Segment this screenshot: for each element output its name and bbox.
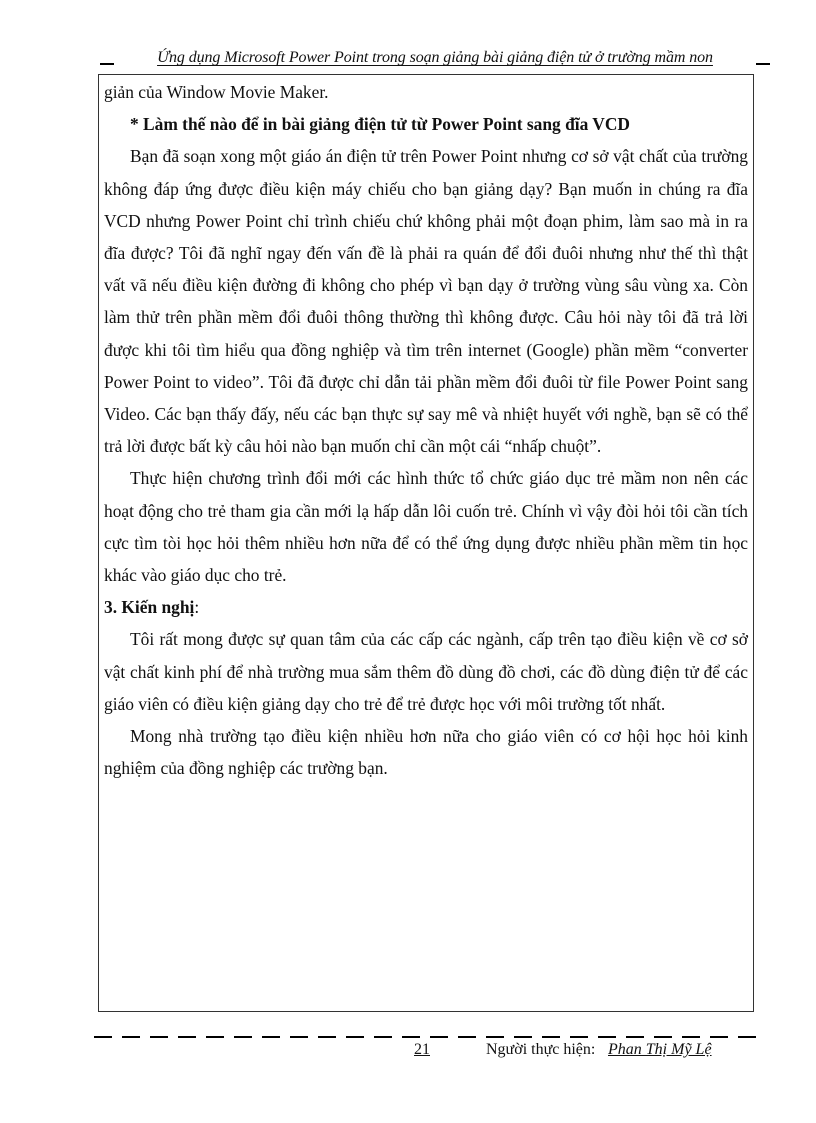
header-dash-right bbox=[756, 63, 770, 65]
heading-recommend-line bbox=[104, 591, 748, 623]
page-footer bbox=[94, 1041, 764, 1065]
paragraph-renew: Thực hiện chương trình đổi mới các hình thức tổ chức giáo dục trẻ mầm non nên các hoạt động cho trẻ tham gia cần mới lạ hấp dẫn lôi cuốn trẻ. Chính vì vậy đòi hỏi tôi cần tích cực tìm tòi học hỏi thêm nhiều hơn nữa để có thể ứng dụng được nhiều phần mềm tin học khác vào giáo dục cho trẻ. bbox=[104, 468, 748, 586]
paragraph-recommend-2: Mong nhà trường tạo điều kiện nhiều hơn nữa cho giáo viên có cơ hội học hỏi kinh nghiệm của đồng nghiệp các trường bạn. bbox=[104, 726, 748, 779]
heading-recommend: 3. Kiến nghị bbox=[104, 597, 195, 618]
header-dash-left bbox=[100, 63, 114, 65]
footer-dashed-line bbox=[94, 1036, 764, 1040]
header-title: Ứng dụng Microsoft Power Point trong soạn giảng bài giảng điện tử ở trường mầm non bbox=[157, 49, 713, 66]
paragraph-recommend-1: Tôi rất mong được sự quan tâm của các cấp các ngành, cấp trên tạo điều kiện về cơ sở vật chất kinh phí để nhà trường mua sắm thêm đồ dùng đồ chơi, các đồ dùng điện tử để các giáo viên có điều kiện giảng dạy cho trẻ để trẻ được học với môi trường tốt nhất. bbox=[104, 629, 748, 714]
text-line-top: giản của Window Movie Maker. bbox=[104, 82, 329, 102]
page-number: 21 bbox=[414, 1041, 430, 1058]
page-header bbox=[100, 49, 770, 73]
page-content bbox=[104, 76, 748, 784]
paragraph-vcd: Bạn đã soạn xong một giáo án điện tử trên Power Point nhưng cơ sở vật chất của trường không đáp ứng được điều kiện máy chiếu cho bạn giảng dạy? Bạn muốn in chúng ra đĩa VCD nhưng Power Point chỉ trình chiếu chứ không phải một đoạn phim, làm sao mà in ra đĩa được? Tôi đã nghĩ ngay đến vấn đề là phải ra quán để đổi đuôi nhưng như thế thì thật vất vã nếu điều kiện đường đi không cho phép vì bạn dạy ở trường vùng sâu vùng xa. Còn làm thử trên phần mềm đổi đuôi thông thường thì không được. Câu hỏi này tôi đã trả lời được khi tôi tìm hiểu qua đồng nghiệp và tìm trên internet (Google) phần mềm “converter Power Point to video”. Tôi đã được chỉ dẫn tải phần mềm đổi đuôi từ file Power Point sang Video. Các bạn thấy đấy, nếu các bạn thực sự say mê và nhiệt huyết với nghề, bạn sẽ có thể trả lời được bất kỳ câu hỏi nào bạn muốn chỉ cần một cái “nhấp chuột”. bbox=[104, 146, 748, 457]
heading-vcd: * Làm thế nào để in bài giảng điện tử từ Power Point sang đĩa VCD bbox=[130, 114, 630, 135]
author-name: Phan Thị Mỹ Lệ bbox=[608, 1041, 712, 1058]
author-label: Người thực hiện: bbox=[486, 1041, 596, 1058]
heading-recommend-colon: : bbox=[194, 597, 200, 618]
